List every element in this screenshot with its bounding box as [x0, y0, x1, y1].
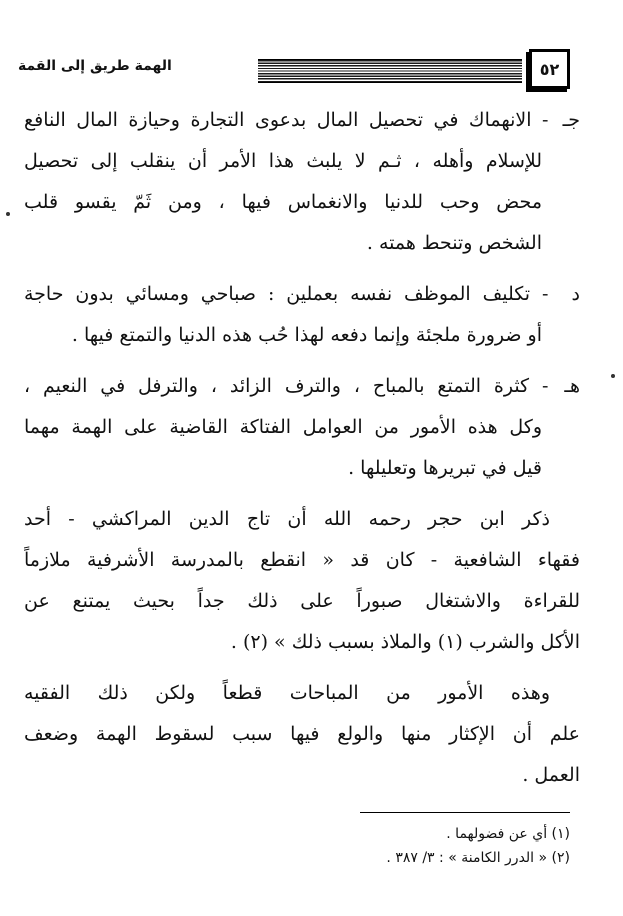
text-line: للإسلام وأهله ، ثـم لا يلبث هذا الأمر أن ينقلب إلى تحصيل	[24, 150, 542, 172]
margin-speck	[611, 374, 615, 378]
text-line: محض وحب للدنيا والانغماس فيها ، ومن ثَمّ يقسو قلب	[24, 191, 542, 213]
text-line: للقراءة والاشتغال صبوراً على ذلك جداً بحيث يمتنع عن	[24, 590, 580, 612]
text-line: قيل في تبريرها وتعليلها .	[348, 457, 542, 479]
text-line: وهذه الأمور من المباحات قطعاً ولكن ذلك الفقيه	[24, 682, 550, 704]
running-header-title: الهمة طريق إلى القمة	[18, 58, 172, 74]
paragraph-story	[24, 499, 580, 663]
paragraph-jim	[24, 100, 580, 264]
text-line: علم أن الإكثار منها والولع فيها سبب لسقوط الهمة وضعف	[24, 723, 580, 745]
paragraph-ha	[24, 366, 580, 489]
text-line: تكليف الموظف نفسه بعملين : صباحي ومسائي بدون حاجة	[24, 283, 531, 305]
footnote-separator	[360, 812, 570, 813]
text-line: كثرة التمتع بالمباح ، والترف الزائد ، والترفل في النعيم ،	[24, 375, 530, 397]
footnote-1: (١) أي عن فضولهما .	[446, 826, 570, 842]
text-line: الانهماك في تحصيل المال بدعوى التجارة وحيازة المال النافع	[24, 109, 532, 131]
text-line: أو ضرورة ملجئة وإنما دفعه لهذا حُب هذه الدنيا والتمتع فيها .	[71, 324, 542, 346]
footnote-2: (٢) « الدرر الكامنة » : ٣/ ٣٨٧ .	[386, 850, 570, 866]
text-line: الأكل والشرب (١) والملاذ بسبب ذلك » (٢) .	[230, 631, 580, 653]
margin-speck	[6, 212, 10, 216]
header-hatched-band	[258, 59, 522, 83]
paragraph-conclusion	[24, 673, 580, 796]
paragraph-dal	[24, 274, 580, 356]
footnotes	[200, 822, 570, 870]
item-label-dal: د -	[542, 283, 580, 305]
text-line: فقهاء الشافعية - كان قد « انقطع بالمدرسة الأشرفية ملازماً	[24, 549, 580, 571]
text-line: العمل .	[522, 764, 580, 786]
text-line: وكل هذه الأمور من العوامل الفتاكة القاضية على الهمة مهما	[24, 416, 542, 438]
page-number-box: ٥٢	[529, 49, 570, 89]
page-body	[24, 100, 580, 796]
item-label-ha: هـ -	[542, 375, 580, 397]
item-label-jim: جـ -	[542, 109, 580, 131]
text-line: الشخص وتنحط همته .	[366, 232, 542, 254]
text-line: ذكر ابن حجر رحمه الله أن تاج الدين المراكشي - أحد	[24, 508, 550, 530]
